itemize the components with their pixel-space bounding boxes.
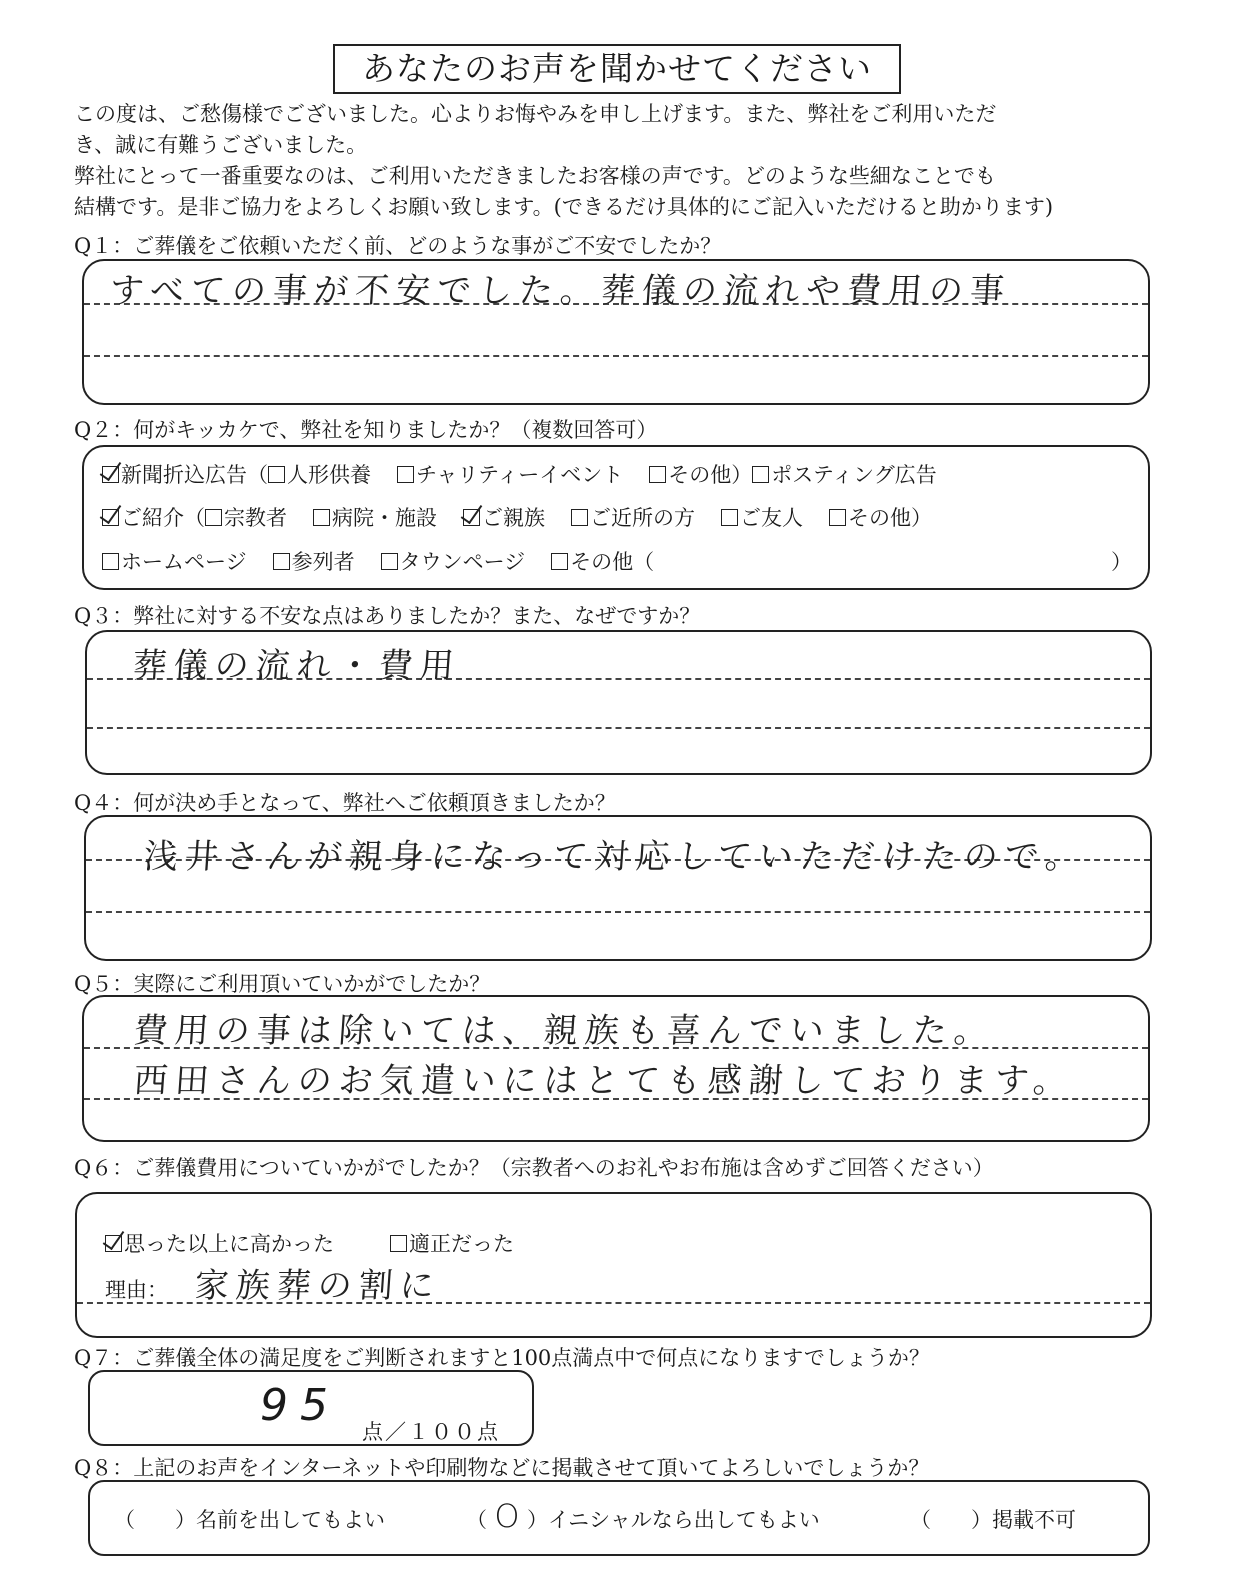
q2-row3-close: ） bbox=[1111, 550, 1132, 574]
q2-option-other-2[interactable]: その他） bbox=[829, 506, 932, 530]
q2-option-townpage[interactable]: タウンページ bbox=[381, 550, 526, 574]
q3-answer-box[interactable] bbox=[85, 630, 1152, 775]
checkbox-icon bbox=[313, 509, 330, 526]
q6-reason[interactable]: 家族葬の割に bbox=[193, 1266, 443, 1306]
q4-answer-box[interactable] bbox=[84, 815, 1152, 961]
q2-option-newspaper[interactable]: 新聞折込広告（ bbox=[102, 463, 268, 487]
q2-option-attendee[interactable]: 参列者 bbox=[273, 550, 355, 574]
checkbox-icon bbox=[381, 553, 398, 570]
q4-question: Q４：何が決め手となって、弊社へご依頼頂きましたか？ bbox=[74, 791, 616, 815]
intro-line-3: 弊社にとって一番重要なのは、ご利用いただきましたお客様の声です。どのような些細なことでも bbox=[74, 164, 996, 188]
q2-option-doll[interactable]: 人形供養 bbox=[268, 463, 371, 487]
q2-option-neighbors[interactable]: ご近所の方 bbox=[571, 506, 695, 530]
q2-option-friends[interactable]: ご友人 bbox=[721, 506, 803, 530]
q2-option-referral[interactable]: ご紹介（ bbox=[102, 506, 205, 530]
q6-option-fair[interactable]: 適正だった bbox=[390, 1232, 514, 1256]
q6-answer-box bbox=[75, 1192, 1152, 1338]
q1-question: Q１：ご葬儀をご依頼いただく前、どのような事がご不安でしたか？ bbox=[74, 234, 722, 258]
checkbox-icon bbox=[721, 509, 738, 526]
q5-answer-line-2: 西田さんのお気遣いにはとても感謝しております。 bbox=[132, 1061, 1076, 1101]
intro-line-1: この度は、ご愁傷様でございました。心よりお悔やみを申し上げます。また、弊社をご利用いただ bbox=[74, 102, 997, 126]
q6-question: Q６：ご葬儀費用についていかがでしたか？（宗教者へのお礼やお布施は含めずご回答ください） bbox=[74, 1156, 994, 1180]
q2-option-other-3[interactable]: その他（ bbox=[551, 550, 654, 574]
q1-answer: すべての事が不安でした。葬儀の流れや費用の事 bbox=[108, 271, 1013, 311]
checkbox-icon bbox=[105, 1235, 122, 1252]
checkbox-icon bbox=[102, 509, 119, 526]
q3-answer: 葬儀の流れ・費用 bbox=[131, 646, 463, 686]
q7-unit: 点／１００点 bbox=[362, 1420, 500, 1444]
q8-option-decline[interactable]: （ ）掲載不可 bbox=[910, 1508, 1076, 1532]
q2-option-homepage[interactable]: ホームページ bbox=[102, 550, 247, 574]
checkbox-icon bbox=[752, 466, 769, 483]
q4-answer: 浅井さんが親身になって対応していただけたので。 bbox=[142, 837, 1088, 877]
q5-question: Q５：実際にご利用頂いていかがでしたか？ bbox=[74, 972, 491, 996]
q2-row-1 bbox=[102, 459, 937, 489]
q8-option-name[interactable]: （ ）名前を出してもよい bbox=[114, 1508, 385, 1532]
checkbox-icon bbox=[463, 509, 480, 526]
checkbox-icon bbox=[273, 553, 290, 570]
q2-options-box bbox=[82, 445, 1150, 590]
checkbox-icon bbox=[829, 509, 846, 526]
intro-line-2: き、誠に有難うございました。 bbox=[74, 133, 368, 157]
checkbox-icon bbox=[205, 509, 222, 526]
q8-option-initial[interactable]: （ O ）イニシャルなら出してもよい bbox=[466, 1497, 820, 1535]
q2-option-relatives[interactable]: ご親族 bbox=[463, 506, 545, 530]
checkbox-icon bbox=[268, 466, 285, 483]
q2-row-3 bbox=[102, 546, 1132, 576]
q1-answer-box[interactable] bbox=[82, 259, 1150, 405]
q2-option-religious[interactable]: 宗教者 bbox=[205, 506, 287, 530]
q5-answer-line-1: 費用の事は除いては、親族も喜んでいました。 bbox=[132, 1011, 997, 1051]
page-title: あなたのお声を聞かせてください bbox=[333, 44, 901, 94]
q2-option-other-1[interactable]: その他） bbox=[649, 463, 752, 487]
q3-question: Q３：弊社に対する不安な点はありましたか？また、なぜですか？ bbox=[74, 604, 701, 628]
q7-score: 95 bbox=[260, 1380, 340, 1431]
q5-answer-box[interactable] bbox=[82, 995, 1150, 1142]
checkbox-icon bbox=[102, 466, 119, 483]
checkbox-icon bbox=[102, 553, 119, 570]
checkbox-icon bbox=[397, 466, 414, 483]
q2-option-charity[interactable]: チャリティーイベント bbox=[397, 463, 623, 487]
q7-question: Q７：ご葬儀全体の満足度をご判断されますと100点満点中で何点になりますでしょうか？ bbox=[74, 1346, 930, 1370]
q6-reason-label: 理由： bbox=[105, 1278, 168, 1302]
q2-option-posting[interactable]: ポスティング広告 bbox=[752, 463, 936, 487]
checkbox-icon bbox=[390, 1235, 407, 1252]
q8-question: Q８：上記のお声をインターネットや印刷物などに掲載させて頂いてよろしいでしょうか？ bbox=[74, 1456, 930, 1480]
q2-question: Q２：何がキッカケで、弊社を知りましたか？（複数回答可） bbox=[74, 418, 658, 442]
q7-score-box[interactable] bbox=[88, 1370, 534, 1446]
checkbox-icon bbox=[649, 466, 666, 483]
checkbox-icon bbox=[571, 509, 588, 526]
intro-line-4: 結構です。是非ご協力をよろしくお願い致します。(できるだけ具体的にご記入いただけると助かります) bbox=[74, 195, 1054, 219]
q2-row-2 bbox=[102, 502, 932, 532]
q8-options-box bbox=[88, 1480, 1150, 1556]
q2-option-hospital[interactable]: 病院・施設 bbox=[313, 506, 437, 530]
checkbox-icon bbox=[551, 553, 568, 570]
q6-options bbox=[105, 1228, 514, 1258]
q6-option-high[interactable]: 思った以上に高かった bbox=[105, 1232, 334, 1256]
